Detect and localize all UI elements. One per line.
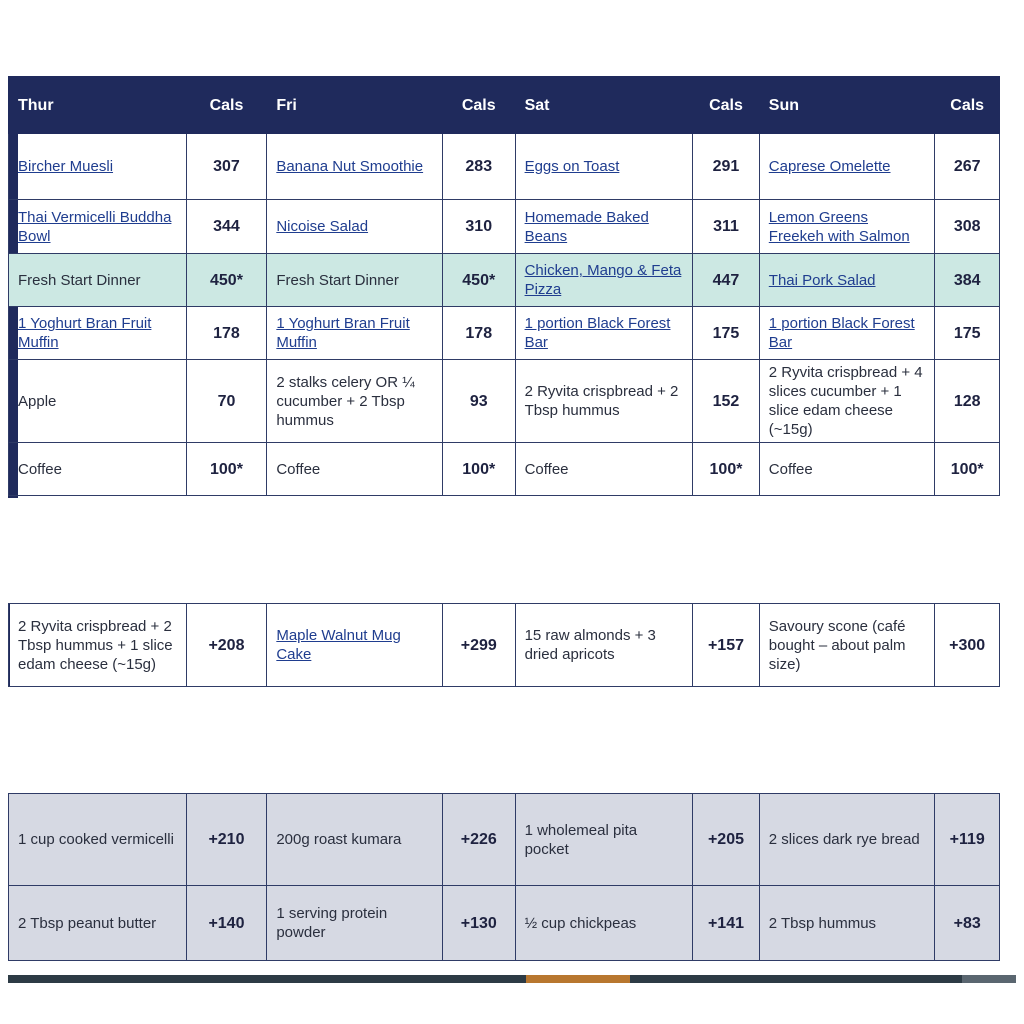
meal-cell[interactable] bbox=[9, 200, 187, 254]
meal-text: 1 serving protein powder bbox=[276, 905, 388, 941]
recipe-link[interactable]: Bircher Muesli bbox=[18, 158, 114, 175]
meal-text: 2 Tbsp hummus bbox=[768, 914, 877, 932]
meal-cell[interactable] bbox=[759, 254, 935, 307]
header-sat: Sat bbox=[515, 77, 693, 134]
meal-cell[interactable] bbox=[759, 200, 935, 254]
extra-row bbox=[9, 794, 1000, 886]
meal-row bbox=[9, 200, 1000, 254]
meal-text: 2 slices dark rye bread bbox=[768, 831, 920, 848]
header-fri: Fri bbox=[267, 77, 443, 134]
calorie-value: 178 bbox=[442, 307, 515, 360]
meal-text: 200g roast kumara bbox=[276, 831, 402, 848]
meal-cell[interactable] bbox=[515, 254, 693, 307]
recipe-link[interactable]: Caprese Omelette bbox=[768, 158, 891, 175]
meal-cell bbox=[267, 254, 443, 307]
calorie-value: +83 bbox=[935, 886, 1000, 961]
calorie-value: +130 bbox=[442, 886, 515, 961]
calorie-value: +299 bbox=[442, 604, 515, 687]
meal-cell bbox=[9, 886, 187, 961]
header-cals: Cals bbox=[186, 77, 267, 134]
calorie-value: 100* bbox=[186, 443, 267, 496]
calorie-value: 310 bbox=[442, 200, 515, 254]
meal-cell bbox=[759, 360, 935, 443]
calorie-value: 311 bbox=[693, 200, 760, 254]
recipe-link[interactable]: Maple Walnut Mug Cake bbox=[276, 627, 401, 663]
meal-cell bbox=[515, 794, 693, 886]
meal-cell[interactable] bbox=[267, 307, 443, 360]
calorie-value: 152 bbox=[693, 360, 760, 443]
calorie-value: 128 bbox=[935, 360, 1000, 443]
calorie-value: +300 bbox=[935, 604, 1000, 687]
meal-cell bbox=[759, 604, 935, 687]
recipe-link[interactable]: Eggs on Toast bbox=[524, 158, 620, 175]
meal-cell bbox=[9, 254, 187, 307]
calorie-value: +141 bbox=[693, 886, 760, 961]
meal-cell bbox=[515, 360, 693, 443]
meal-cell bbox=[267, 443, 443, 496]
meal-row bbox=[9, 254, 1000, 307]
recipe-link[interactable]: 1 Yoghurt Bran Fruit Muffin bbox=[18, 315, 152, 351]
calorie-value: +210 bbox=[186, 794, 267, 886]
calorie-value: 93 bbox=[442, 360, 515, 443]
meal-text: Fresh Start Dinner bbox=[276, 271, 399, 289]
meal-cell[interactable] bbox=[515, 134, 693, 200]
calorie-value: 70 bbox=[186, 360, 267, 443]
calorie-value: 447 bbox=[693, 254, 760, 307]
footer-accent bbox=[526, 975, 630, 983]
snack-row bbox=[9, 604, 1000, 687]
header-cals: Cals bbox=[693, 77, 760, 134]
meal-text: Fresh Start Dinner bbox=[18, 271, 141, 289]
meal-cell[interactable] bbox=[759, 134, 935, 200]
calorie-value: 344 bbox=[186, 200, 267, 254]
recipe-link[interactable]: Banana Nut Smoothie bbox=[276, 158, 424, 175]
header-cals: Cals bbox=[442, 77, 515, 134]
extras-table bbox=[8, 793, 1000, 961]
meal-cell[interactable] bbox=[267, 200, 443, 254]
calorie-value: 450* bbox=[442, 254, 515, 307]
meal-row bbox=[9, 134, 1000, 200]
calorie-value: 308 bbox=[935, 200, 1000, 254]
recipe-link[interactable]: Homemade Baked Beans bbox=[524, 208, 649, 245]
calorie-value: 450* bbox=[186, 254, 267, 307]
recipe-link[interactable]: 1 Yoghurt Bran Fruit Muffin bbox=[276, 315, 410, 351]
calorie-value: +157 bbox=[693, 604, 760, 687]
meal-text: Coffee bbox=[18, 460, 62, 478]
meal-text: 1 wholemeal pita pocket bbox=[524, 821, 638, 858]
meal-cell bbox=[267, 794, 443, 886]
meal-text: Savoury scone (café bought – about palm size) bbox=[768, 617, 906, 673]
meal-text: 2 stalks celery OR ¼ cucumber + 2 Tbsp hummus bbox=[276, 373, 415, 429]
calorie-value: +205 bbox=[693, 794, 760, 886]
meal-plan-table bbox=[8, 76, 1000, 496]
meal-row bbox=[9, 443, 1000, 496]
calorie-value: 384 bbox=[935, 254, 1000, 307]
calorie-value: 307 bbox=[186, 134, 267, 200]
snack-table bbox=[8, 603, 1000, 687]
recipe-link[interactable]: Lemon Greens Freekeh with Salmon bbox=[768, 208, 910, 245]
meal-cell bbox=[759, 886, 935, 961]
recipe-link[interactable]: Nicoise Salad bbox=[276, 218, 369, 235]
meal-cell bbox=[9, 794, 187, 886]
calorie-value: +119 bbox=[935, 794, 1000, 886]
meal-text: 2 Ryvita crispbread + 4 slices cucumber + 1 slice edam cheese (~15g) bbox=[768, 364, 923, 438]
calorie-value: 100* bbox=[935, 443, 1000, 496]
meal-cell bbox=[267, 886, 443, 961]
meal-text: Coffee bbox=[768, 460, 813, 478]
meal-text: 2 Tbsp peanut butter bbox=[18, 914, 157, 932]
calorie-value: 175 bbox=[693, 307, 760, 360]
meal-cell[interactable] bbox=[9, 134, 187, 200]
footer-bar bbox=[8, 975, 1016, 983]
header-sun: Sun bbox=[759, 77, 935, 134]
recipe-link[interactable]: Chicken, Mango & Feta Pizza bbox=[524, 262, 682, 298]
table-header-row bbox=[9, 77, 1000, 134]
meal-text: ½ cup chickpeas bbox=[524, 914, 637, 932]
meal-row bbox=[9, 307, 1000, 360]
meal-cell[interactable] bbox=[267, 134, 443, 200]
footer-end bbox=[962, 975, 1016, 983]
calorie-value: +226 bbox=[442, 794, 515, 886]
calorie-value: 178 bbox=[186, 307, 267, 360]
meal-cell bbox=[515, 443, 693, 496]
meal-cell[interactable] bbox=[759, 307, 935, 360]
meal-row bbox=[9, 360, 1000, 443]
meal-cell[interactable] bbox=[515, 200, 693, 254]
meal-cell bbox=[759, 443, 935, 496]
recipe-link[interactable]: Thai Vermicelli Buddha Bowl bbox=[18, 208, 172, 245]
meal-text: Apple bbox=[18, 392, 57, 410]
meal-cell bbox=[9, 443, 187, 496]
header-thur: Thur bbox=[9, 77, 187, 134]
calorie-value: +208 bbox=[186, 604, 267, 687]
recipe-link[interactable]: 1 portion Black Forest Bar bbox=[524, 315, 671, 351]
calorie-value: 175 bbox=[935, 307, 1000, 360]
recipe-link[interactable]: 1 portion Black Forest Bar bbox=[768, 315, 915, 351]
meal-cell bbox=[759, 794, 935, 886]
meal-cell bbox=[9, 360, 187, 443]
meal-text: 15 raw almonds + 3 dried apricots bbox=[524, 627, 656, 663]
calorie-value: +140 bbox=[186, 886, 267, 961]
calorie-value: 100* bbox=[442, 443, 515, 496]
meal-cell bbox=[267, 360, 443, 443]
meal-text: Coffee bbox=[524, 460, 569, 478]
calorie-value: 267 bbox=[935, 134, 1000, 200]
calorie-value: 100* bbox=[693, 443, 760, 496]
meal-cell bbox=[515, 604, 693, 687]
meal-cell[interactable] bbox=[267, 604, 443, 687]
meal-cell[interactable] bbox=[515, 307, 693, 360]
meal-text: 2 Ryvita crispbread + 2 Tbsp hummus + 1 slice edam cheese (~15g) bbox=[18, 617, 173, 673]
meal-text: 2 Ryvita crispbread + 2 Tbsp hummus bbox=[524, 383, 679, 419]
meal-cell bbox=[515, 886, 693, 961]
meal-cell[interactable] bbox=[9, 307, 187, 360]
extra-row bbox=[9, 886, 1000, 961]
meal-cell bbox=[9, 604, 187, 687]
recipe-link[interactable]: Thai Pork Salad bbox=[768, 271, 876, 289]
meal-text: 1 cup cooked vermicelli bbox=[18, 831, 174, 848]
calorie-value: 283 bbox=[442, 134, 515, 200]
calorie-value: 291 bbox=[693, 134, 760, 200]
meal-text: Coffee bbox=[276, 460, 321, 478]
header-cals: Cals bbox=[935, 77, 1000, 134]
